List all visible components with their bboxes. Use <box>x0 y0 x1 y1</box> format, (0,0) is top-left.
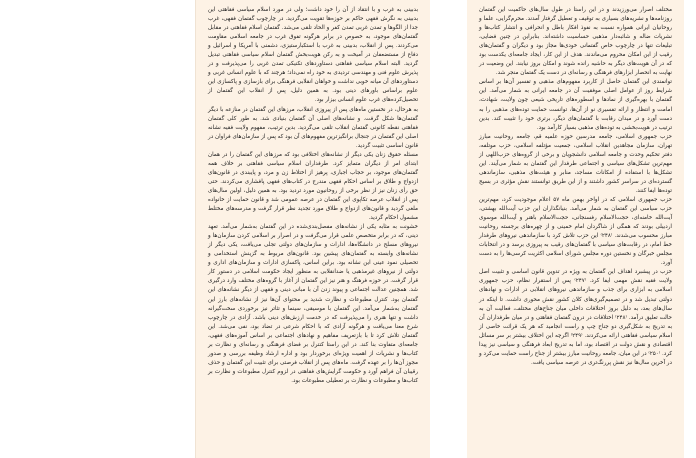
right-paragraph-2: توانمندی این گفتمان حاصل از کاربرد مفهوم‌های مذهبی و تفسیر آن‌ها بر اساس شرایط روز از عوامل اصلی موفقیت آن در جامعه ایرانی به شمار می‌آمد. این گفتمان با بهره‌گیری از نمادها و اسطوره‌های تاریخی شیعی چون ولایت، شهادت، امامت و انتظار و ارائه تفسیری نو از آن‌ها، توانست حمایت توده‌های مذهبی را به دست آورد و در میدان رقابت با گفتمان‌های دیگر، برتری خود را تثبیت کند. بدین ترتیب در هویت‌بخشی به توده‌های مذهبی بسیار کارآمد بود. <box>479 79 672 131</box>
right-paragraph-5: حزب در پیشبرد اهداف این گفتمان به ویژه در تدوین قانون اساسی و تثبیت اصل ولایت فقیه نقش مهمی ایفا کرد. ⁽۲۴۷⁾ پس از استقرار نظام، حزب جمهوری اسلامی به ابزاری برای جذب و سازماندهی نیروهای انقلابی در ادارات و نهادهای دولتی تبدیل شد و در تصمیم‌گیری‌های کلان کشور نقش محوری داشت. تا اینکه در سال‌های بعد، به دلیل بروز اختلافات داخلی میان جناح‌های مختلف، فعالیت آن به حالت تعلیق درآمد. ⁽۲۴۸⁾ اختلافات در درون گفتمان فقاهتی و در میان طرفداران آن به تدریج به شکل‌گیری دو جناح چپ و راست انجامید که هر یک قرائت خاصی از اسلام سیاسی فقاهتی ارائه می‌کردند. ⁽۲۴۹⁾ اگرچه این اختلاف بیشتر بر سر مسائل اقتصادی و نقش دولت در اقتصاد بود، اما به تدریج ابعاد فرهنگی و سیاسی نیز پیدا کرد. ⁽۲۵۰⁾ در این میان، جامعه روحانیت مبارز بیشتر از جناح راست حمایت می‌کرد و در آخرین سال‌ها نیز نقش پررنگ‌تری در عرصه سیاسی یافت. <box>479 269 673 366</box>
right-page <box>467 0 684 458</box>
left-paragraph-3: مسئله حقوق زنان یکی دیگر از نشانه‌های اختلافی بود که مرزهای این گفتمان را در همان ابتدای امر از دیگران متمایز کرد. طرفداران اسلام سیاسی فقاهتی بر خلاف همه گفتمان‌های موجود، بر حجاب اجباری، پرهیز از اختلاط زن و مرد، و پایبندی در قانون‌های ازدواج و طلاق بر اساس احکام فقهی مندرج در کتاب‌های فقهی پافشاری می‌کردند. حتی حق رأی زنان نیز از نظر برخی از روحانیون مورد تردید بود. به همین دلیل، اولین سال‌های پس از انقلاب عرصه تکاپوی این گفتمان در عرصه عمومی شد و قانون حمایت از خانواده ملغی گردید و قانون‌های ازدواج و طلاق مورد تجدید نظر قرار گرفت و مدرسه‌های مختلط مشمول احکام گردید. <box>208 151 418 222</box>
left-page-text <box>208 6 418 386</box>
right-page-text <box>479 6 672 368</box>
left-page <box>195 0 430 458</box>
left-paragraph-2: به هرحال، در نخستین ماه‌های پس از پیروزی انقلاب، مرزهای این گفتمان در منازعه با دیگر گفتمان‌ها شکل گرفت. و نشانه‌های اصلی آن گفتمان بنیادی شد. به طور کلی گفتمان فقاهتی نقطه کانونی گفتمان انقلاب تلقی می‌گردید. بدین ترتیب، مفهوم ولایت فقیه نشانه اصلی این گفتمان در جنجال برانگیزترین مفهوم‌های آن بود که پس از سازمان‌های فراوان در قانون اساسی تثبیت گردید. <box>208 106 418 149</box>
left-paragraph-1: بدبینی به غرب و با انتقاد از آن را خود داشت؛ ولی در مورد اسلام سیاسی فقاهتی این بدبینی به نگرش فقهی حاکم بر حوزه‌ها تقویت می‌گردید. در چارچوب گفتمان فقهی، غرب جدا از الگو‌ها و تمدن غربی تمدن کفر و الحاد تلقی می‌شد. گفتمان اسلام فقاهتی در مقابل گفتمان‌های موجود، به خصوص در برابر هرگونه تفوق غرب در جامعه اسلامی مقاومت می‌کردند. پس از انقلاب، بدبینی به غرب با استکبارستیزی، دشمنی با آمریکا و اسرائیل و دفاع از مستضعفان در آمیخت و به رکن هویت‌بخش گفتمان اسلام سیاسی فقاهتی تبدیل گردید. البته اسلام سیاسی فقاهتی دستاوردهای تکنیکی تمدن غربی را می‌پذیرفت و در پذیرش علوم فنی و مهندسی تردیدی به خود راه نمی‌داد؛ هرچند که با علوم انسانی غربی و دستاوردهای آن میانه خوبی نداشت و خواهان انقلابی فرهنگی برای بازسازی و پاکسازی این علوم براساس باورهای دینی بود. به همین دلیل، پس از انقلاب این گفتمان از تحصیل‌کرده‌های غرب علوم انسانی بیزار بود. <box>208 7 418 104</box>
left-paragraph-4: خشونت به مثابه یکی از نشانه‌های مفصل‌بندی‌شده در این گفتمان به‌شمار می‌آمد. تعهد دینی، که در برابر متخصص علمی قرار می‌گرفت و در اصرار بر اسلامی کردن سازمان‌ها و نیروهای مسلح در دانشگاه‌ها، ادارات و سازمان‌های دولتی تجلی می‌یافت، یکی دیگر از نشانه‌های وابسته به گفتمان‌های پیشین بود. قانون‌های مربوط به گزینش استخدامی و تحصیلی نمود عینی این نشانه بود. براین اساس، پاکسازی ادارات و سازمان‌های اداری و دولتی از نیروهای غیرمذهبی یا ضدانقلابی به منظور ایجاد حکومت اسلامی در دستور کار قرار گرفت. در حوزه فرهنگ و هنر نیز این گفتمان از آغاز با گروه‌های مختلف وارد درگیری شد. همچنین عدالت اجتماعی و پیوند زدن آن با مبانی دینی و فقهی از دیگر نشانه‌های این گفتمان بود. کنترل مطبوعات و نظارت شدید بر محتوای آن‌ها نیز از نشانه‌های بارز این گفتمان به‌شمار می‌آمد. این گفتمان با موسیقی، سینما و تئاتر نیز برخوردی سخت‌گیرانه داشت و تنها هنری را می‌پذیرفت که در خدمت ارزش‌های دینی باشد. آزادی در چارچوب شرع معنا می‌یافت و هرگونه آزادی که با احکام شرعی در تضاد بود، نفی می‌شد. این گفتمان تلاش کرد تا با بازتعریف مفاهیم و نهادهای اجتماعی بر اساس آموزه‌های فقهی، جامعه‌ای متفاوت بنا کند. در این راستا کنترل بر فضای فرهنگی و رسانه‌ای و نظارت بر کتاب‌ها و نشریات از اهمیت ویژه‌ای برخوردار بود و اداره ارشاد وظیفه بررسی و صدور مجوز آن‌ها را بر عهده گرفت. ماه‌های پس از انقلاب فرصتی برای تثبیت این گفتمان و حذف رقیبان آن فراهم آورد و حکومت گرایش‌های فقاهتی در لزوم کنترل مطبوعات و نظارت بر کتاب‌ها و مطبوعات و نظارت بر تعطیلی مطبوعات بود. <box>208 224 418 384</box>
right-paragraph-3: حزب جمهوری اسلامی، جامعه مدرسین حوزه علمیه قم، جامعه روحانیت مبارز تهران، سازمان مجاهدین انقلاب اسلامی، جمعیت مؤتلفه اسلامی، حزب موتلفه، دفتر تحکیم وحدت و جامعه اسلامی دانشجویان و برخی از گروه‌های حزب‌اللهی از مهم‌ترین تشکل‌های سیاسی و اجتماعی طرفدار این گفتمان به شمار می‌آیند. این تشکل‌ها با استفاده از امکانات مساجد، منابر و هیئت‌های مذهبی، سازماندهی گسترده‌ای در سراسر کشور داشتند و از این طریق توانستند نقش مؤثری در بسیج توده‌ها ایفا کنند. <box>479 133 672 194</box>
right-paragraph-1: مختلف اصرار می‌ورزیدند و در این راستا در طول سال‌های حاکمیت این گفتمان روزنامه‌ها و نشریه‌های بسیاری به توقیف و تعطیل گرفتار آمدند. محرم‌گرایی، علما و روحانیان ایرانی همواره نسبت به نفوذ افکار باطل و انحرافی و انتشار کتاب‌ها و نشریات ضاله و شائبه‌دار مذهبی حساسیت داشته‌اند. بنابراین در چنین فضایی، تبلیغات تنها در چارچوب خاص گفتمانی خودی‌ها مجاز بود و دیگران و گفتمان‌های رقیب از این امکان محروم می‌ماندند. هدف از این کار، ایجاد جامعه‌ای یکدست بود که در آن هویت‌های دیگر به حاشیه رانده شوند و امکان بروز نیابند. این وضعیت در نهایت به انحصار ابزارهای فرهنگی و رسانه‌ای در دست یک گفتمان منجر شد. <box>479 7 672 77</box>
right-paragraph-4: حزب جمهوری اسلامی که در اواخر بهمن ماه ۵۷ اعلام موجودیت کرد، مهم‌ترین حزب سیاسی این گفتمان به شمار می‌آمد. بنیانگذاران این حزب آیت‌الله بهشتی، آیت‌الله خامنه‌ای، حجت‌الاسلام رفسنجانی، حجت‌الاسلام باهنر و آیت‌الله موسوی اردبیلی بودند که همگی از شاگردان امام خمینی و از چهره‌های برجسته روحانیت مبارز محسوب می‌شدند. ⁽۲۴۸⁾ این حزب تلاش کرد با سازماندهی نیروهای طرفدار خط امام، در رقابت‌های سیاسی با گفتمان‌های رقیب به پیروزی برسد و در انتخابات مجلس خبرگان و نخستین دوره مجلس شورای اسلامی اکثریت کرسی‌ها را به دست آورد. <box>479 196 672 267</box>
